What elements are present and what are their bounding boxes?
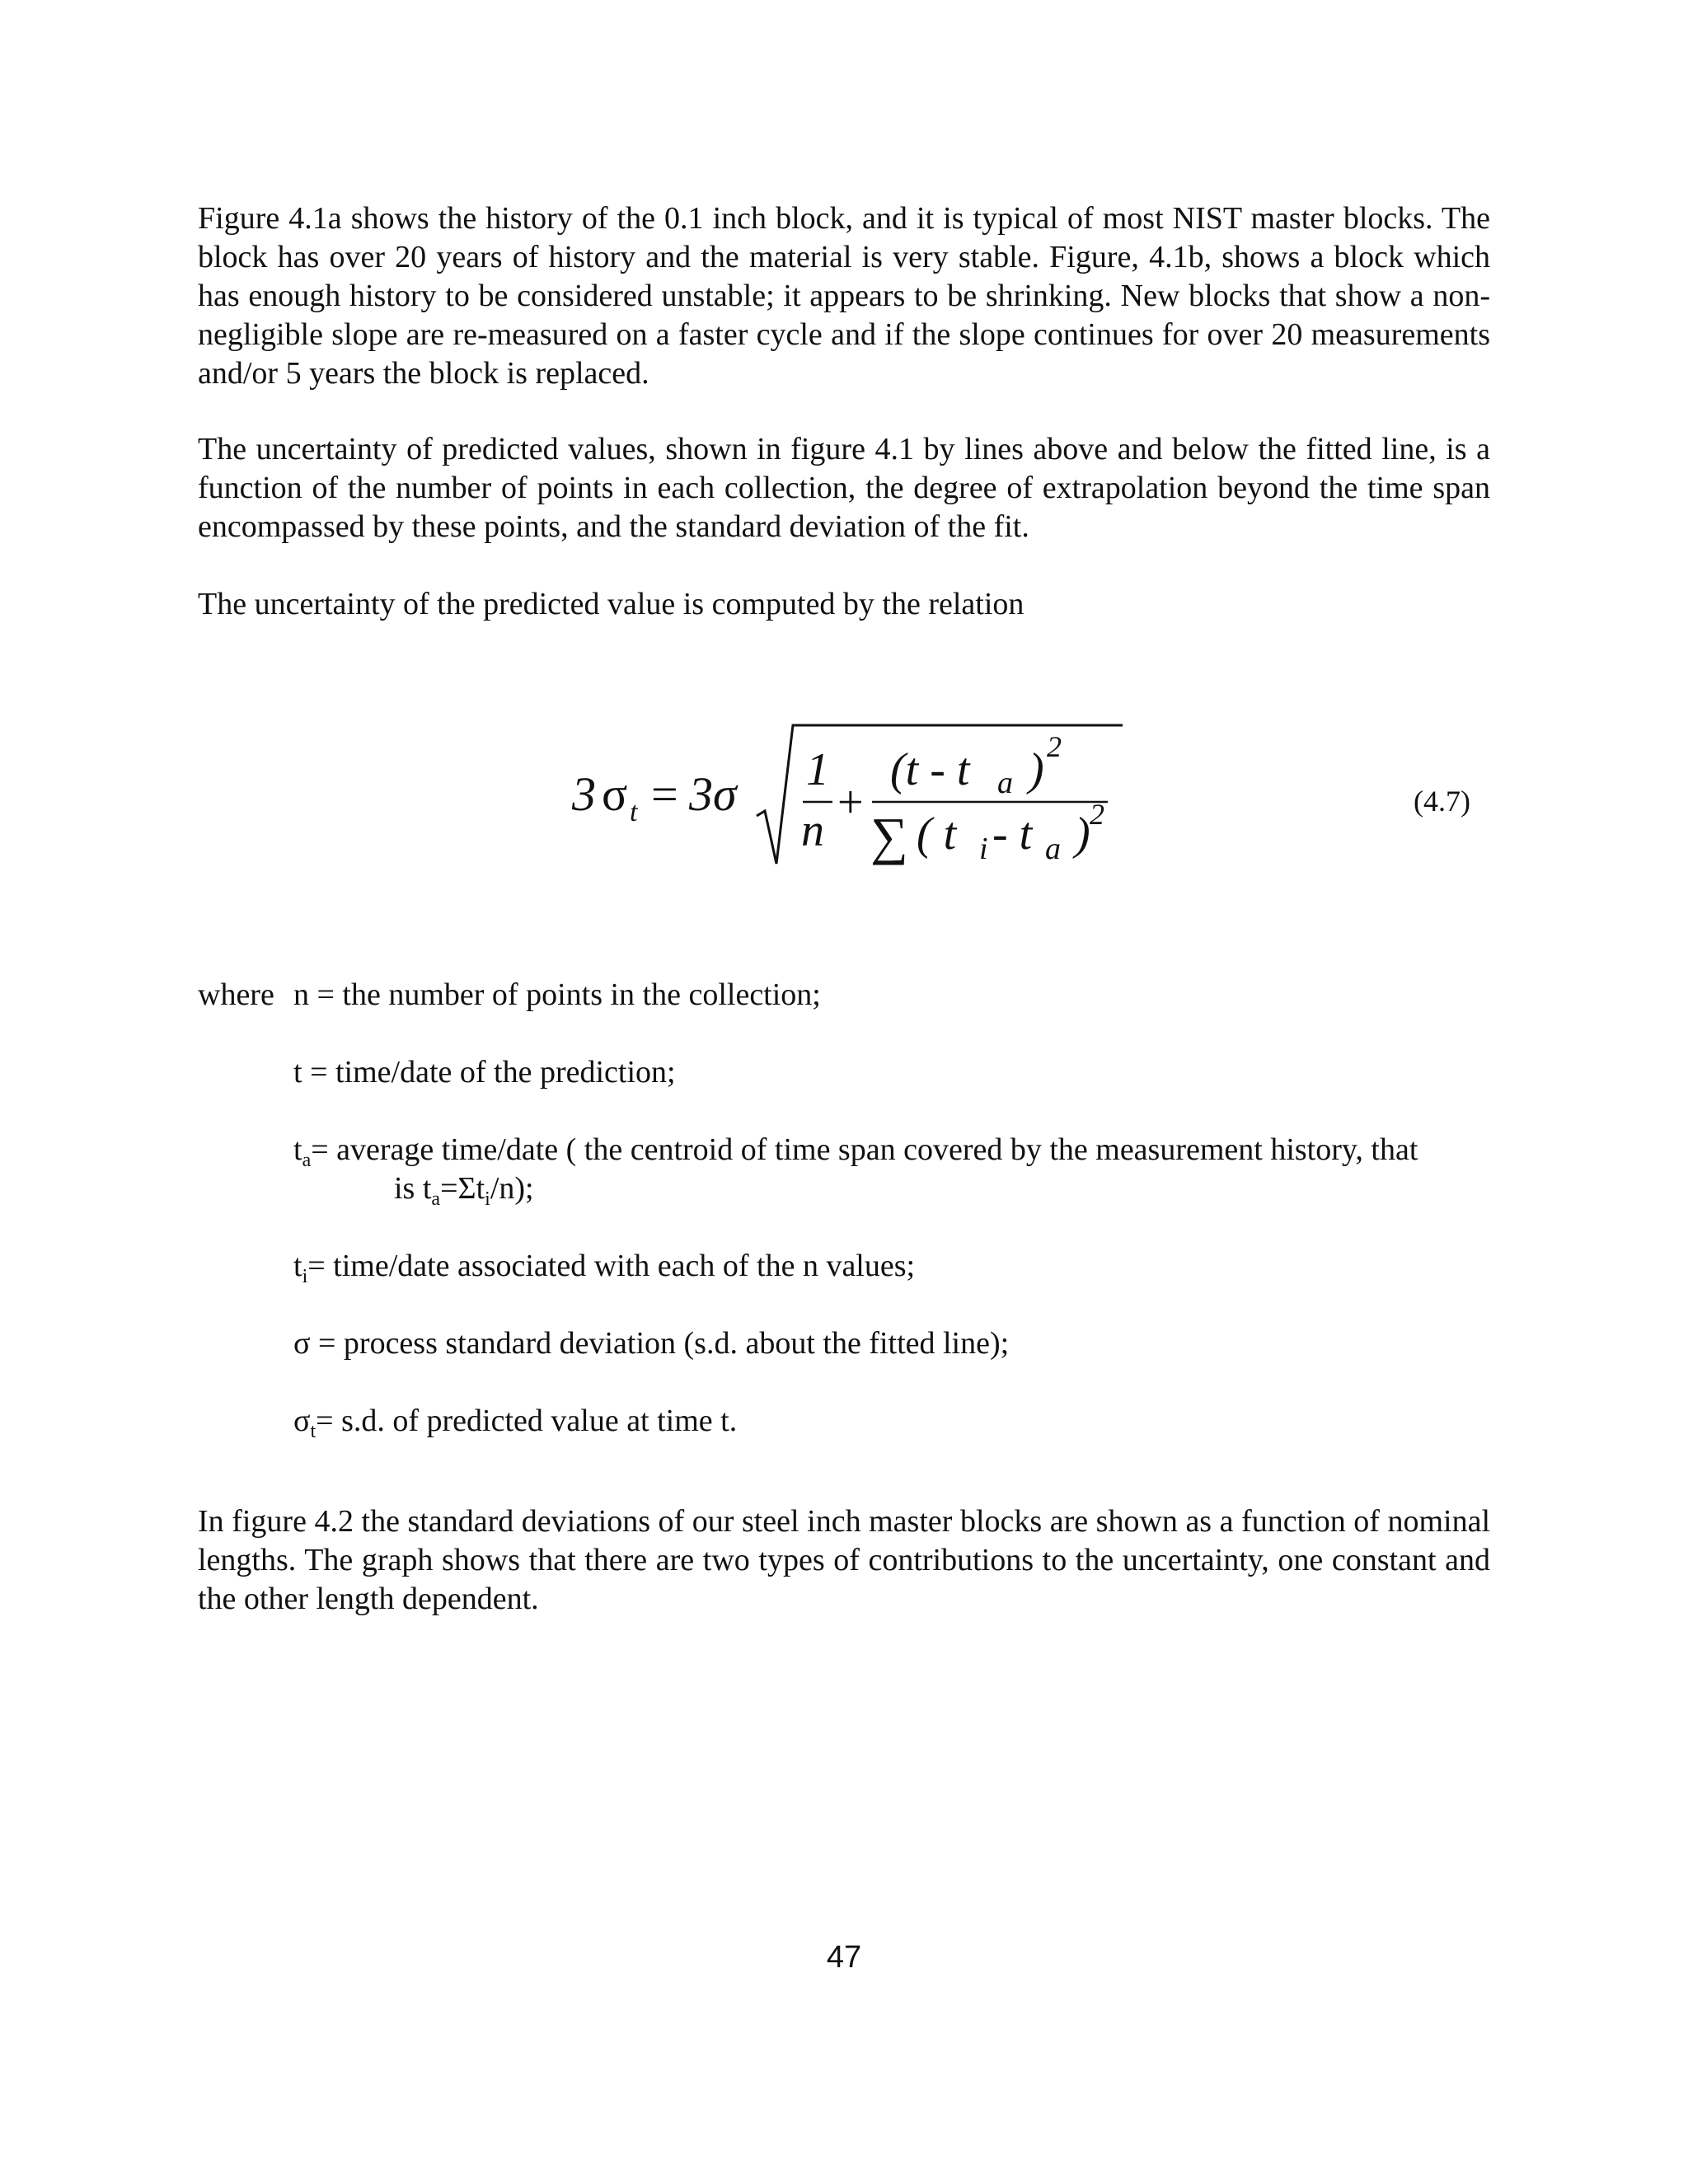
equation-numerator-exponent: 2 [1047,730,1062,763]
definition-n-text: = the number of points in the collection; [316,977,821,1012]
equation-denominator-sub-a: a [1045,832,1061,866]
equation-numerator: (t - t [890,744,970,795]
definition-ti [293,1247,1490,1296]
definition-sigma-text: = process standard deviation (s.d. about the fitted line); [317,1326,1010,1361]
equation-number: (4.7) [1414,785,1470,818]
definition-t [293,1053,1490,1092]
paragraph-block-history: Figure 4.1a shows the history of the 0.1 inch block, and it is typical of most NIST master blocks. The block has over 20 years of history and the material is very stable. Figure, 4.1b, shows a block which has enough history to be considered unstable; it appears to be shrinking. New blocks that show a non-negligible slope are re-measured on a faster cycle and if the slope continues for over 20 measurements and/or 5 years the block is replaced. [198,201,1490,391]
equation-denominator-exponent: 2 [1090,798,1104,831]
paragraph-relation-intro: The uncertainty of the predicted value is computed by the relation [198,587,1025,621]
equation-denominator-close: ) [1075,808,1090,860]
definition-sigma-t [293,1402,1490,1451]
equation-denominator-open: ( t [917,808,957,860]
definition-sigma-t-subscript: t [310,1421,316,1442]
equation-numerator-sub-a: a [997,766,1013,800]
definition-sigma-t-symbol: σ [293,1404,311,1438]
definition-ti-text: = time/date associated with each of the n values; [307,1249,916,1283]
equation-denominator-sub-i: i [979,832,988,866]
definition-sigma [293,1324,1490,1363]
paragraph-uncertainty-description: The uncertainty of predicted values, shown in figure 4.1 by lines above and below the fitted line, is a function of the number of points in each collection, the degree of extrapolation beyond the time span encompassed by these points, and the standard deviation of the fit. [198,432,1490,544]
definition-n-symbol: n [293,977,309,1012]
equation-4-7 [560,707,1137,897]
definition-ta-continuation [394,1169,1490,1219]
definition-sigma-symbol: σ [293,1326,311,1361]
equation-one: 1 [806,744,829,795]
equation-n: n [801,805,824,856]
equation-numerator-close: ) [1029,744,1044,795]
equation-equals: = [651,767,678,821]
definition-ta-cont-post: /n); [490,1171,534,1206]
definition-ta-cont-pre: is t [394,1171,432,1206]
definition-ta-cont-mid: =Σt [440,1171,485,1206]
definition-t-text: = time/date of the prediction; [310,1055,676,1090]
definition-ti-symbol: t [293,1249,302,1283]
definition-n [293,976,1490,1015]
definition-ta-cont-sub-a: a [431,1188,441,1210]
equation-rhs-coefficient: 3σ [689,767,737,821]
equation-lhs-coefficient: 3 [572,767,596,821]
definition-ta-text: = average time/date ( the centroid of time span covered by the measurement history, that [311,1132,1418,1167]
paragraph-figure-4-2: In figure 4.2 the standard deviations of our steel inch master blocks are shown as a function of nominal lengths. The graph shows that there are two types of contributions to the uncertainty, one constant and the other length dependent. [198,1504,1490,1616]
definition-ta-symbol: t [293,1132,302,1167]
page-number: 47 [826,1940,862,1975]
definition-sigma-t-text: = s.d. of predicted value at time t. [316,1404,738,1438]
definition-ta-cont-sub-i: i [485,1188,490,1210]
definition-t-symbol: t [293,1055,302,1090]
equation-sum-symbol: ∑ [870,807,908,865]
equation-denominator-mid: - t [992,808,1033,860]
equation-sigma-subscript: t [630,797,638,827]
equation-sigma-symbol: σ [602,767,628,821]
definition-ti-subscript: i [302,1266,308,1287]
where-label: where [198,977,274,1012]
definition-ta-subscript: a [302,1150,312,1171]
equation-plus: + [837,777,864,828]
